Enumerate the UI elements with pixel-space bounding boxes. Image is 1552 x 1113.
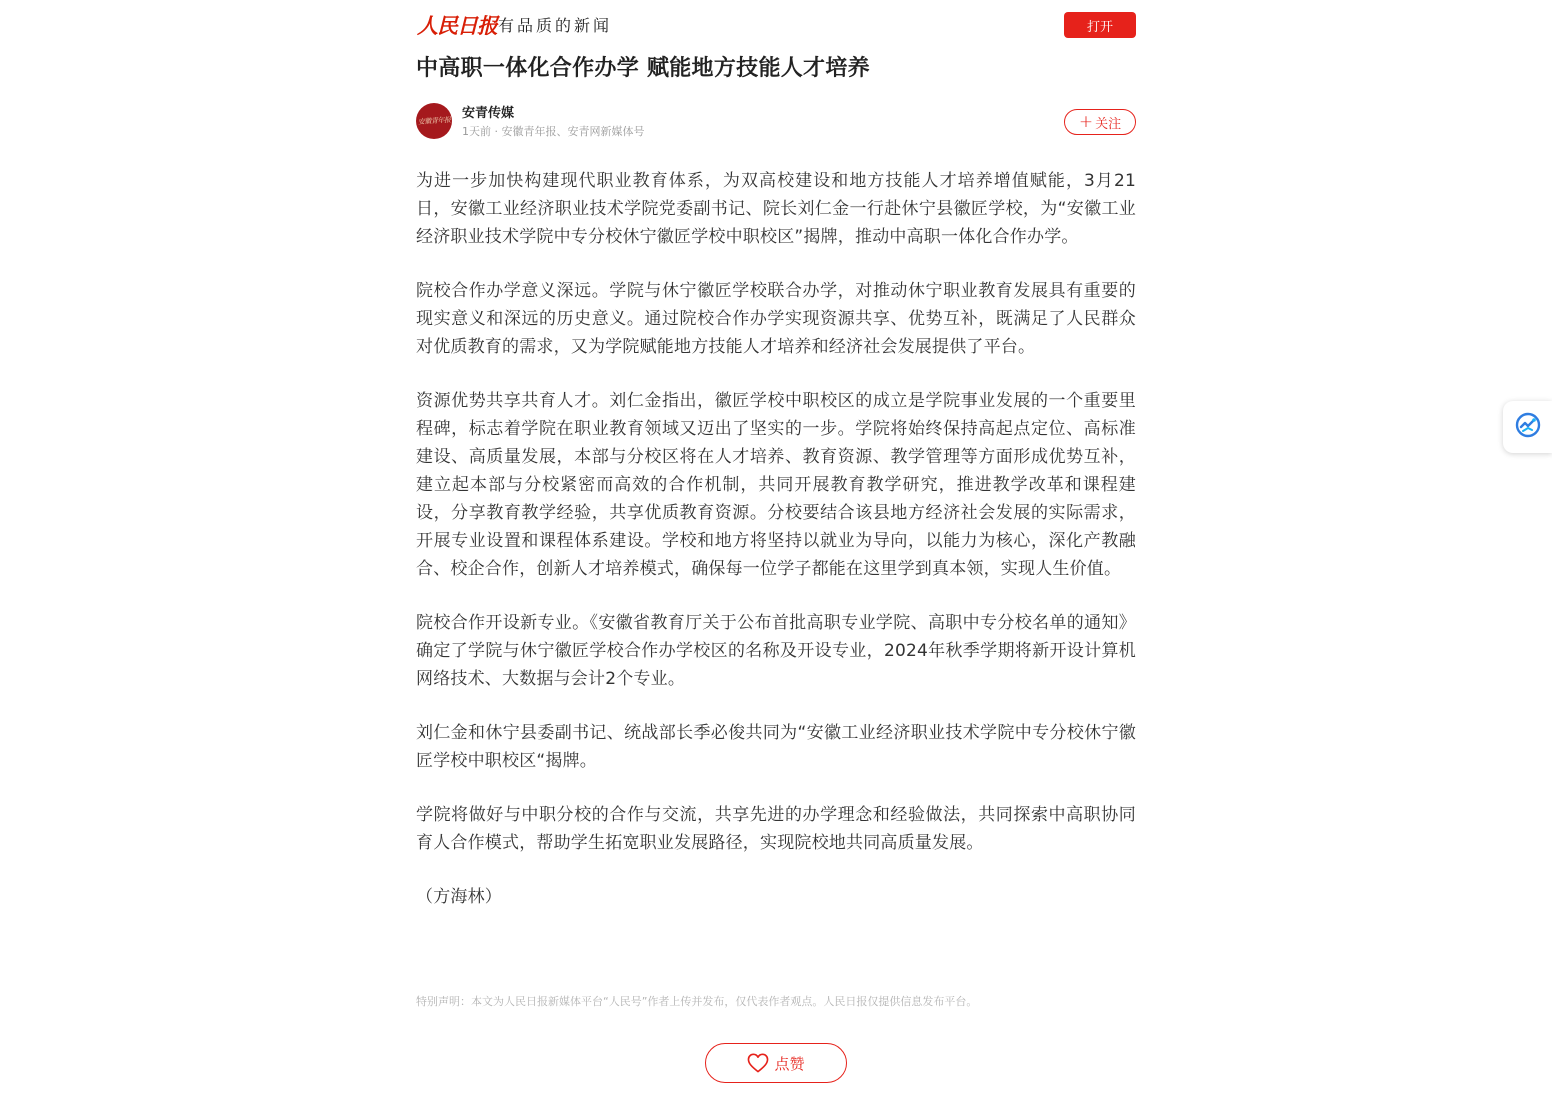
people-daily-logo[interactable]: 人民日报 [417, 13, 497, 38]
article-paragraph: 为进一步加快构建现代职业教育体系，为双高校建设和地方技能人才培养增值赋能，3月21日，安徽工业经济职业技术学院党委副书记、院长刘仁金一行赴休宁县徽匠学校，为“安徽工业经济职业技术学院中专分校休宁徽匠学校中职校区”揭牌，推动中高职一体化合作办学。 [416, 171, 1136, 247]
article-byline: （方海林） [416, 887, 502, 907]
article-paragraph: 学院将做好与中职分校的合作与交流，共享先进的办学理念和经验做法，共同探索中高职协同育人合作模式，帮助学生拓宽职业发展路径，实现院校地共同高质量发展。 [416, 805, 1136, 853]
top-bar [416, 0, 1136, 52]
like-button[interactable] [705, 1043, 847, 1083]
author-row [416, 103, 1136, 141]
article-paragraph: 资源优势共享共育人才。刘仁金指出，徽匠学校中职校区的成立是学院事业发展的一个重要里程碑，标志着学院在职业教育领域又迈出了坚实的一步。学院将始终保持高起点定位、高标准建设、高质量发展，本部与分校区将在人才培养、教育资源、教学管理等方面形成优势互补，建立起本部与分校紧密而高效的合作机制，共同开展教育教学研究，推进教学改革和课程建设，分享教育教学经验，共享优质教育资源。分校要结合该县地方经济社会发展的实际需求，开展专业设置和课程体系建设。学校和地方将坚持以就业为导向，以能力为核心，深化产教融合、校企合作，创新人才培养模式，确保每一位学子都能在这里学到真本领，实现人生价值。 [416, 391, 1136, 579]
author-name[interactable]: 安青传媒 [462, 106, 515, 121]
disclaimer: 特别声明：本文为人民日报新媒体平台“人民号”作者上传并发布，仅代表作者观点。人民日报仅提供信息发布平台。 [416, 995, 978, 1008]
follow-label: 关注 [1095, 116, 1122, 132]
slogan: 有品质的新闻 [498, 16, 613, 35]
article-paragraph: 院校合作开设新专业。《安徽省教育厅关于公布首批高职专业学院、高职中专分校名单的通知》确定了学院与休宁徽匠学校合作办学校区的名称及开设专业，2024年秋季学期将新开设计算机网络技术、大数据与会计2个专业。 [416, 613, 1136, 689]
author-meta: 1天前 · 安徽青年报、安青网新媒体号 [462, 125, 645, 138]
article-paragraph: 刘仁金和休宁县委副书记、统战部长季必俊共同为“安徽工业经济职业技术学院中专分校休宁徽匠学校中职校区“揭牌。 [416, 723, 1136, 771]
article-page [416, 0, 1136, 1008]
heart-icon [747, 1053, 769, 1073]
article-title: 中高职一体化合作办学 赋能地方技能人才培养 [416, 56, 870, 81]
translate-assistant-icon [1515, 412, 1541, 442]
author-avatar[interactable] [416, 103, 452, 139]
open-app-button[interactable]: 打开 [1064, 12, 1136, 38]
follow-button[interactable] [1064, 109, 1136, 135]
plus-icon: + [1078, 112, 1094, 132]
side-assistant-widget[interactable] [1503, 401, 1552, 453]
article-paragraph: 院校合作办学意义深远。学院与休宁徽匠学校联合办学，对推动休宁职业教育发展具有重要的现实意义和深远的历史意义。通过院校合作办学实现资源共享、优势互补，既满足了人民群众对优质教育的需求，又为学院赋能地方技能人才培养和经济社会发展提供了平台。 [416, 281, 1136, 357]
avatar-logo-text: 安徽青年报 [417, 115, 451, 127]
article-body [416, 167, 1136, 937]
like-label: 点赞 [774, 1054, 805, 1073]
